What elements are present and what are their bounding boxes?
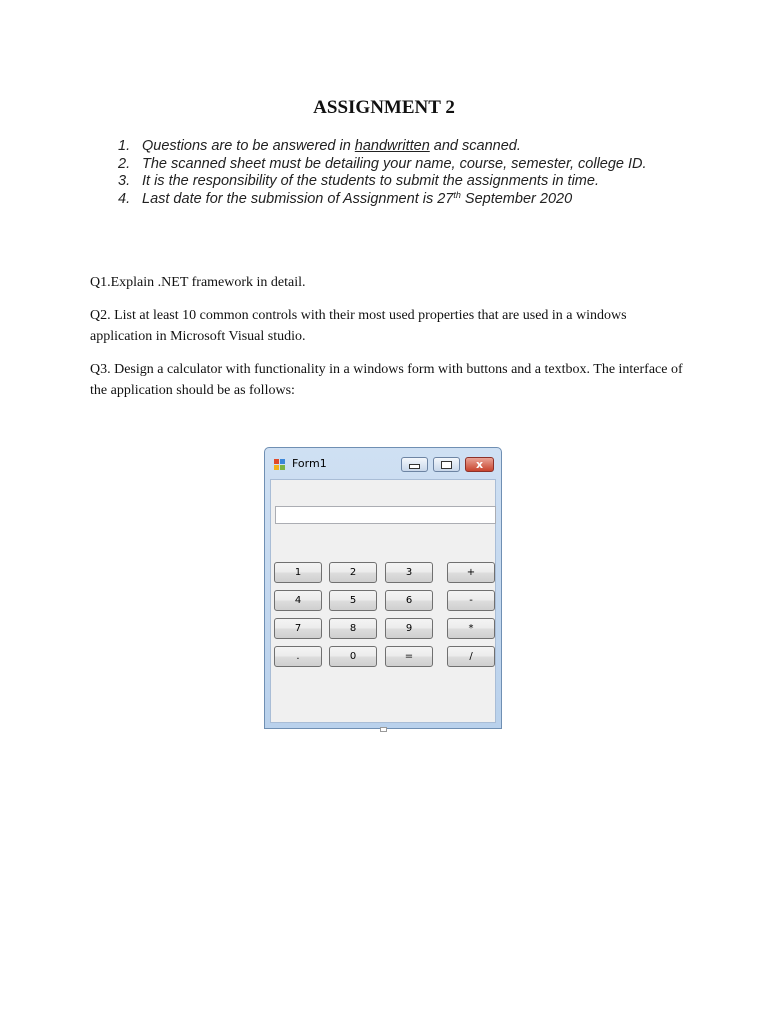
maximize-icon bbox=[441, 461, 452, 469]
decimal-button[interactable]: . bbox=[274, 646, 322, 667]
calculator-display-textbox[interactable] bbox=[275, 506, 496, 524]
instruction-number: 3. bbox=[118, 173, 131, 189]
minimize-icon bbox=[409, 464, 420, 469]
minus-button[interactable]: - bbox=[447, 590, 495, 611]
equals-button[interactable]: = bbox=[385, 646, 433, 667]
digit-8-button[interactable]: 8 bbox=[329, 618, 377, 639]
plus-button[interactable]: + bbox=[447, 562, 495, 583]
instruction-text: The scanned sheet must be detailing your name, course, semester, college ID. bbox=[142, 155, 647, 172]
close-button[interactable] bbox=[465, 457, 494, 472]
digit-4-button[interactable]: 4 bbox=[274, 590, 322, 611]
instruction-number: 2. bbox=[118, 155, 131, 172]
maximize-button[interactable] bbox=[433, 457, 460, 472]
digit-0-button[interactable]: 0 bbox=[329, 646, 377, 667]
digit-7-button[interactable]: 7 bbox=[274, 618, 322, 639]
instruction-text: and scanned. bbox=[429, 138, 521, 154]
digit-1-button[interactable]: 1 bbox=[274, 562, 322, 583]
question-2: Q2. List at least 10 common controls with their most used properties that are used in a windows application in Microsoft Visual studio. bbox=[90, 308, 627, 344]
instructions-list bbox=[118, 138, 647, 208]
close-icon: x bbox=[475, 458, 484, 471]
instruction-superscript: th bbox=[453, 189, 461, 200]
digit-9-button[interactable]: 9 bbox=[385, 618, 433, 639]
question-3: Q3. Design a calculator with functionality in a windows form with buttons and a textbox. The interface of the application should be as follows: bbox=[90, 362, 683, 398]
instruction-text: It is the responsibility of the students to submit the assignments in time. bbox=[142, 173, 599, 189]
instruction-item bbox=[118, 191, 647, 209]
assignment-title: ASSIGNMENT 2 bbox=[313, 97, 455, 118]
digit-6-button[interactable]: 6 bbox=[385, 590, 433, 611]
multiply-button[interactable]: * bbox=[447, 618, 495, 639]
question-1: Q1.Explain .NET framework in detail. bbox=[90, 275, 306, 290]
digit-5-button[interactable]: 5 bbox=[329, 590, 377, 611]
digit-2-button[interactable]: 2 bbox=[329, 562, 377, 583]
form-client-area bbox=[270, 479, 496, 723]
form-title: Form1 bbox=[292, 457, 327, 470]
form-app-icon bbox=[274, 459, 286, 470]
form-title-bar[interactable] bbox=[265, 448, 501, 479]
resize-handle[interactable] bbox=[380, 727, 387, 732]
instruction-item bbox=[118, 138, 647, 156]
digit-3-button[interactable]: 3 bbox=[385, 562, 433, 583]
instruction-text: Last date for the submission of Assignment is 27 bbox=[142, 190, 454, 207]
instruction-item bbox=[118, 156, 647, 174]
divide-button[interactable]: / bbox=[447, 646, 495, 667]
instruction-underlined-text: handwritten bbox=[354, 138, 430, 154]
instruction-number: 1. bbox=[118, 138, 131, 154]
minimize-button[interactable] bbox=[401, 457, 428, 472]
instruction-text: September 2020 bbox=[460, 190, 573, 207]
instruction-text: Questions are to be answered in bbox=[142, 138, 355, 154]
instruction-item bbox=[118, 173, 647, 191]
calculator-form-window bbox=[264, 447, 502, 729]
instruction-number: 4. bbox=[118, 190, 131, 207]
